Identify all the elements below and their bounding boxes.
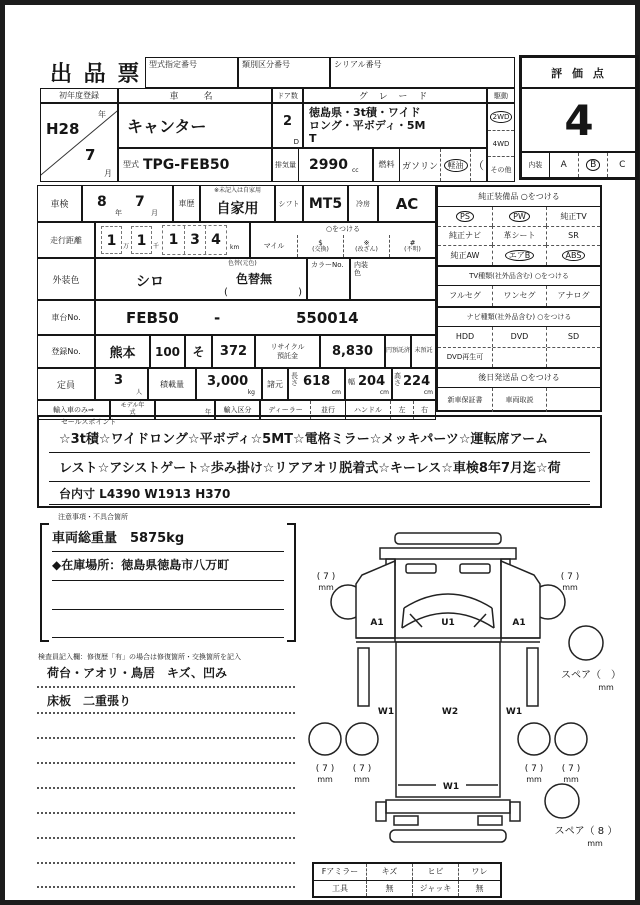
equipment-header: 純正装備品 ○をつける bbox=[438, 187, 600, 207]
tread-rear-right-outer-mm: mm bbox=[563, 775, 579, 784]
notes-line2: ◆在庫場所：徳島県徳島市八万町 bbox=[52, 556, 284, 581]
rear-tire-left-outer bbox=[309, 723, 341, 755]
panel-a1-right: A1 bbox=[512, 618, 526, 628]
cond-tools-none: 無 bbox=[366, 881, 412, 896]
shaken-year: 8 bbox=[97, 194, 107, 210]
side-rail-left bbox=[358, 648, 369, 706]
doors-cell bbox=[272, 103, 303, 148]
taillight-right bbox=[478, 816, 502, 825]
notes-label: 注意事項・不具合箇所 bbox=[58, 513, 128, 521]
equipment-block bbox=[436, 185, 602, 412]
cond-crack: ヒビ bbox=[412, 864, 458, 880]
dvd-playable-empty2 bbox=[546, 348, 600, 367]
cond-jack-none: 無 bbox=[458, 881, 500, 896]
drive-option-4wd: 4WD bbox=[488, 130, 514, 156]
model-year-label: モデル年式 bbox=[110, 400, 155, 420]
interior-color-cell bbox=[350, 258, 436, 300]
height-label: 高さ bbox=[394, 372, 401, 388]
registration-number: 372 bbox=[212, 335, 255, 368]
panel-w1-left: W1 bbox=[377, 707, 395, 717]
model-code-value: TPG-FEB50 bbox=[143, 157, 230, 173]
tread-front-right-mm: mm bbox=[562, 583, 578, 592]
mileage-sen-unit: 千 bbox=[153, 242, 160, 250]
shaken-year-unit: 年 bbox=[115, 209, 122, 217]
equip-aw: 純正AW bbox=[438, 245, 492, 265]
fuel-paren: （ bbox=[470, 149, 486, 181]
cargo-bed bbox=[396, 642, 500, 797]
later-empty bbox=[546, 388, 600, 412]
mileage-digit-1k: 1 bbox=[131, 226, 152, 254]
model-designation-no-box bbox=[145, 57, 238, 88]
width-label: 幅 bbox=[348, 378, 355, 386]
chassis-no-label: 車台No. bbox=[37, 300, 95, 335]
evaluation-score-label: 評 価 点 bbox=[521, 57, 637, 88]
displacement-label: 排気量 bbox=[273, 149, 299, 181]
spare-bottom-label: スペア（ 8 ） bbox=[554, 826, 618, 837]
inspector-blank-line bbox=[37, 789, 295, 814]
rear-bumper bbox=[390, 830, 506, 842]
interior-grade-label: 内装 bbox=[522, 153, 550, 177]
color-change-value: 色替無 bbox=[236, 272, 273, 286]
tread-front-left-mm: mm bbox=[318, 583, 334, 592]
notes-bracket-left bbox=[40, 523, 49, 642]
sales-points-line3: 台内寸 L4390 W1913 H370 bbox=[49, 485, 590, 505]
tread-rear-right-inner-mm: mm bbox=[526, 775, 542, 784]
grade-label: グ レ ー ド bbox=[303, 88, 487, 103]
mileage-cell bbox=[95, 222, 250, 258]
car-name-value: キャンター bbox=[118, 103, 272, 148]
height-unit: cm bbox=[423, 389, 433, 397]
spare-bottom-mm: mm bbox=[587, 839, 603, 848]
fuel-option-diesel-selected: 軽油 bbox=[440, 149, 470, 181]
equip-leather: 革シート bbox=[492, 226, 546, 245]
handle-left: 左 bbox=[390, 401, 413, 419]
equip-airbag: エアB bbox=[492, 245, 546, 265]
tv-fullseg: フルセグ bbox=[449, 291, 481, 301]
history-cell bbox=[200, 185, 275, 222]
navi-type-header: ナビ種類(社外品含む) ○をつける bbox=[438, 306, 600, 327]
equip-navi: 純正ナビ bbox=[438, 226, 492, 245]
shaken-month: 7 bbox=[135, 194, 145, 210]
doors-value: 2 bbox=[282, 113, 293, 129]
sun-visor-left bbox=[406, 564, 436, 573]
chassis-dash: - bbox=[214, 309, 221, 327]
recycle-deposited: 円預託済 bbox=[385, 335, 411, 368]
vehicle-info-table bbox=[40, 88, 515, 182]
mileage-opt-exchange: $ (交換) bbox=[297, 235, 343, 257]
history-value: 自家用 bbox=[216, 201, 259, 217]
inspector-blank-line bbox=[37, 864, 295, 888]
rear-tab-right bbox=[510, 802, 520, 821]
class-division-no-label: 類別区分番号 bbox=[242, 60, 290, 69]
rear-tab-left bbox=[376, 802, 386, 821]
cond-f-mirror: Fアミラー bbox=[321, 867, 359, 877]
capacity-cell bbox=[95, 368, 148, 400]
first-reg-month: 7 bbox=[85, 146, 96, 164]
doors-label: ドア数 bbox=[272, 88, 303, 103]
tread-rear-left-inner: ( 7 ) bbox=[352, 764, 372, 774]
inspector-line2: 床板 二重張り bbox=[37, 688, 295, 714]
history-label: 車歴 bbox=[173, 185, 200, 222]
model-code-label: 型式 bbox=[123, 160, 139, 170]
cooling-label: 冷房 bbox=[348, 185, 378, 222]
dvd-playable: DVD再生可 bbox=[446, 353, 484, 362]
notes-line4-blank bbox=[52, 613, 284, 638]
panel-w2: W2 bbox=[441, 707, 459, 717]
dvd-playable-row bbox=[438, 347, 600, 367]
tread-rear-left-outer-mm: mm bbox=[317, 775, 333, 784]
tv-type-header: TV種類(社外品含む) ○をつける bbox=[438, 265, 600, 286]
condition-row2 bbox=[314, 880, 500, 896]
inspector-blank-line bbox=[37, 739, 295, 764]
exterior-color-cell bbox=[95, 258, 307, 300]
sales-points-line2: レスト☆アシストゲート☆歩み掛け☆リアアオリ脱着式☆キーレス☆車検8年7月迄☆荷 bbox=[49, 457, 590, 482]
capacity-label: 定員 bbox=[37, 368, 95, 400]
notes-bracket-right bbox=[287, 523, 296, 642]
class-division-no-box bbox=[238, 57, 330, 88]
equip-ps: PS bbox=[438, 207, 492, 226]
inspector-blank-line bbox=[37, 839, 295, 864]
displacement-value: 2990 bbox=[309, 157, 348, 173]
rear-frame bbox=[386, 800, 510, 813]
chassis-no-cell bbox=[95, 300, 436, 335]
registration-area: 熊本 bbox=[95, 335, 150, 368]
mileage-digit-10: 3 bbox=[184, 226, 205, 254]
later-shipment-header: 後日発送品 ○をつける bbox=[438, 367, 600, 388]
registration-no-label: 登録No. bbox=[37, 335, 95, 368]
panel-w1-rear: W1 bbox=[442, 782, 460, 792]
navi-type-row bbox=[438, 327, 600, 347]
sun-visor-right bbox=[460, 564, 490, 573]
interior-grade-c: C bbox=[607, 153, 636, 177]
color-no-label: カラーNo. bbox=[311, 261, 344, 269]
import-opt-dealer: ディーラー bbox=[268, 405, 303, 414]
drive-option-other: その他 bbox=[488, 156, 514, 183]
cond-scratch: キズ bbox=[366, 864, 412, 880]
grade-line1: 徳島県・3t積・ワイド bbox=[309, 106, 421, 119]
mileage-km-unit: km bbox=[230, 243, 240, 251]
evaluation-score-value: 4 bbox=[521, 88, 637, 152]
equip-sr: SR bbox=[546, 226, 600, 245]
diagonal-line bbox=[40, 105, 118, 176]
mileage-label: 走行距離 bbox=[37, 222, 95, 258]
first-reg-year: H28 bbox=[46, 120, 80, 138]
width-value: 204 bbox=[358, 374, 386, 389]
detail-table bbox=[37, 185, 436, 420]
width-cell bbox=[345, 368, 392, 400]
panel-u1: U1 bbox=[441, 618, 455, 628]
length-label: 長さ bbox=[291, 372, 298, 388]
condition-row1 bbox=[314, 864, 500, 880]
cond-break: ワレ bbox=[458, 864, 500, 880]
inspector-label: 検査員記入欄：修復歴「有」の場合は修復箇所・交換箇所を記入 bbox=[38, 653, 241, 661]
truck-top-view-diagram bbox=[298, 528, 640, 860]
color-no-cell bbox=[307, 258, 350, 300]
shift-label: シフト bbox=[275, 185, 303, 222]
grade-line3: T bbox=[309, 132, 317, 145]
dvd-playable-empty1 bbox=[492, 348, 546, 367]
fuel-cell bbox=[373, 148, 487, 182]
inspector-lines bbox=[37, 664, 295, 888]
serial-no-label: シリアル番号 bbox=[334, 60, 382, 69]
notes-line1: 車両総重量 5875kg bbox=[52, 527, 284, 552]
mileage-opt-mile: マイル bbox=[263, 241, 285, 250]
cooling-value: AC bbox=[378, 185, 436, 222]
cond-jack: ジャッキ bbox=[412, 881, 458, 896]
tv-oneseg: ワンセグ bbox=[492, 286, 546, 306]
length-cell bbox=[288, 368, 345, 400]
navi-hdd: HDD bbox=[455, 332, 475, 342]
fuel-label: 燃料 bbox=[374, 149, 400, 181]
equip-abs: ABS bbox=[546, 245, 600, 265]
windshield-arc-top bbox=[404, 594, 492, 608]
load-label: 積載量 bbox=[148, 368, 196, 400]
height-value: 224 bbox=[403, 374, 431, 389]
later-warranty: 新車保証書 bbox=[447, 395, 483, 404]
first-registration-label: 初年度登録 bbox=[40, 88, 118, 103]
exterior-color-value: シロ bbox=[136, 274, 164, 290]
tv-type-row bbox=[438, 286, 600, 306]
mileage-digit-10k: 1 bbox=[101, 226, 122, 254]
spare-tire-bottom bbox=[545, 784, 579, 818]
color-change-label: 色替(元色) bbox=[228, 260, 257, 267]
panel-w1-right: W1 bbox=[505, 707, 523, 717]
inspector-blank-line bbox=[37, 814, 295, 839]
import-opt-parallel: 並行 bbox=[310, 401, 345, 419]
tread-rear-left-inner-mm: mm bbox=[354, 775, 370, 784]
inspector-blank-line bbox=[37, 764, 295, 789]
model-code-cell bbox=[118, 148, 272, 182]
side-rail-right bbox=[527, 648, 538, 706]
mileage-digit-1: 4 bbox=[205, 226, 226, 254]
capacity-unit: 人 bbox=[135, 389, 142, 397]
cab-front-bar bbox=[380, 548, 516, 559]
navi-dvd: DVD bbox=[492, 327, 546, 347]
mileage-opt-tampered: ※ (改ざん) bbox=[343, 235, 389, 257]
equipment-grid bbox=[438, 207, 600, 265]
tread-rear-left-outer: ( 7 ) bbox=[315, 764, 335, 774]
sales-points-line1: ☆3t積☆ワイドロング☆平ボディ☆5MT☆電格ミラー☆メッキパーツ☆運転席アーム bbox=[49, 428, 590, 453]
spare-tire-top bbox=[569, 626, 603, 660]
first-reg-month-unit: 月 bbox=[104, 169, 112, 178]
evaluation-score-box bbox=[519, 55, 639, 180]
shaken-label: 車検 bbox=[37, 185, 82, 222]
recycle-deposit-label: リサイクル 預託金 bbox=[255, 335, 320, 368]
sales-points-box bbox=[37, 415, 602, 508]
first-reg-year-unit: 年 bbox=[98, 110, 106, 119]
taillight-left bbox=[394, 816, 418, 825]
shaken-month-unit: 月 bbox=[151, 209, 158, 217]
tread-rear-right-outer: ( 7 ) bbox=[561, 764, 581, 774]
load-value: 3,000 bbox=[207, 374, 249, 389]
rear-tire-left-inner bbox=[346, 723, 378, 755]
spare-top-label: スペア（ ） bbox=[561, 670, 621, 681]
registration-class: 100 bbox=[150, 335, 185, 368]
grade-line2: ロング・平ボディ・5M bbox=[309, 119, 426, 132]
handle-right: 右 bbox=[413, 401, 435, 419]
interior-color-label: 内装色 bbox=[354, 261, 368, 277]
mileage-opt-unknown: # (不明) bbox=[389, 235, 435, 257]
cond-tools: 工具 bbox=[332, 883, 348, 893]
later-shipment-row bbox=[438, 388, 600, 412]
model-year-unit: 年 bbox=[204, 409, 211, 417]
notes-box bbox=[40, 523, 296, 642]
displacement-unit: cc bbox=[351, 166, 359, 174]
history-note: ※未記入は自家用 bbox=[213, 186, 262, 194]
rear-tire-right-outer bbox=[555, 723, 587, 755]
first-registration-cell bbox=[40, 103, 118, 182]
interior-grade-b-selected: B bbox=[578, 153, 607, 177]
spare-top-mm: mm bbox=[598, 683, 614, 692]
equip-tv: 純正TV bbox=[546, 207, 600, 226]
equip-pw: PW bbox=[492, 207, 546, 226]
mileage-digit-group bbox=[162, 225, 227, 255]
fuel-option-gasoline: ガソリン bbox=[401, 161, 438, 172]
sales-points-label: セールスポイント bbox=[61, 418, 117, 426]
tread-rear-right-inner: ( 7 ) bbox=[524, 764, 544, 774]
rear-tire-right-inner bbox=[518, 723, 550, 755]
import-division-label: 輸入区分 bbox=[215, 400, 260, 420]
capacity-value: 3 bbox=[114, 373, 124, 388]
car-name-label: 車 名 bbox=[118, 88, 272, 103]
panel-a1-left: A1 bbox=[370, 618, 384, 628]
import-only-label: 輸入車のみ⇒ bbox=[37, 400, 110, 420]
serial-no-box bbox=[330, 57, 515, 88]
load-cell bbox=[196, 368, 262, 400]
inspector-line1: 荷台・アオリ・鳥居 キズ、凹み bbox=[37, 664, 295, 688]
shift-value: MT5 bbox=[303, 185, 348, 222]
recycle-amount: 8,830 bbox=[320, 335, 385, 368]
sheet-title: 出 品 票 bbox=[50, 62, 142, 87]
load-unit: kg bbox=[247, 389, 255, 397]
exterior-color-label: 外装色 bbox=[37, 258, 95, 300]
height-cell bbox=[392, 368, 436, 400]
chassis-prefix: FEB50 bbox=[126, 309, 179, 327]
tread-front-right: ( 7 ) bbox=[560, 572, 580, 582]
handle-label: ハンドル bbox=[345, 401, 390, 419]
doors-sub: D bbox=[293, 138, 299, 146]
navi-sd: SD bbox=[546, 327, 600, 347]
condition-table bbox=[312, 862, 502, 898]
later-manual: 車両取説 bbox=[492, 388, 546, 412]
recycle-not-deposited: 未預託 bbox=[411, 335, 436, 368]
tread-front-left: ( 7 ) bbox=[316, 572, 336, 582]
shaken-date-cell bbox=[82, 185, 173, 222]
color-change-paren-close: ) bbox=[298, 287, 302, 298]
tv-analog: アナログ bbox=[546, 286, 600, 306]
inspector-blank-line bbox=[37, 714, 295, 739]
mileage-mark-header: ○をつける bbox=[325, 224, 361, 233]
mileage-digit-100: 1 bbox=[168, 232, 179, 248]
dimensions-label: 諸元 bbox=[262, 368, 288, 400]
front-bumper bbox=[395, 533, 501, 544]
width-unit: cm bbox=[379, 389, 389, 397]
color-change-paren-open: ( bbox=[224, 287, 228, 298]
interior-grade-a: A bbox=[560, 160, 567, 170]
notes-line3-blank bbox=[52, 585, 284, 610]
mileage-man-unit: 万 bbox=[123, 242, 130, 250]
drive-option-2wd-selected: 2WD bbox=[488, 104, 514, 130]
model-designation-no-label: 型式指定番号 bbox=[149, 60, 197, 69]
drive-label: 駆動 bbox=[487, 88, 515, 103]
length-unit: cm bbox=[331, 389, 341, 397]
registration-kana: そ bbox=[185, 335, 212, 368]
length-value: 618 bbox=[303, 374, 331, 389]
chassis-serial: 550014 bbox=[296, 309, 359, 327]
mileage-mark-block bbox=[250, 222, 436, 258]
displacement-cell bbox=[272, 148, 373, 182]
grade-cell bbox=[303, 103, 487, 148]
drive-cell bbox=[487, 103, 515, 182]
